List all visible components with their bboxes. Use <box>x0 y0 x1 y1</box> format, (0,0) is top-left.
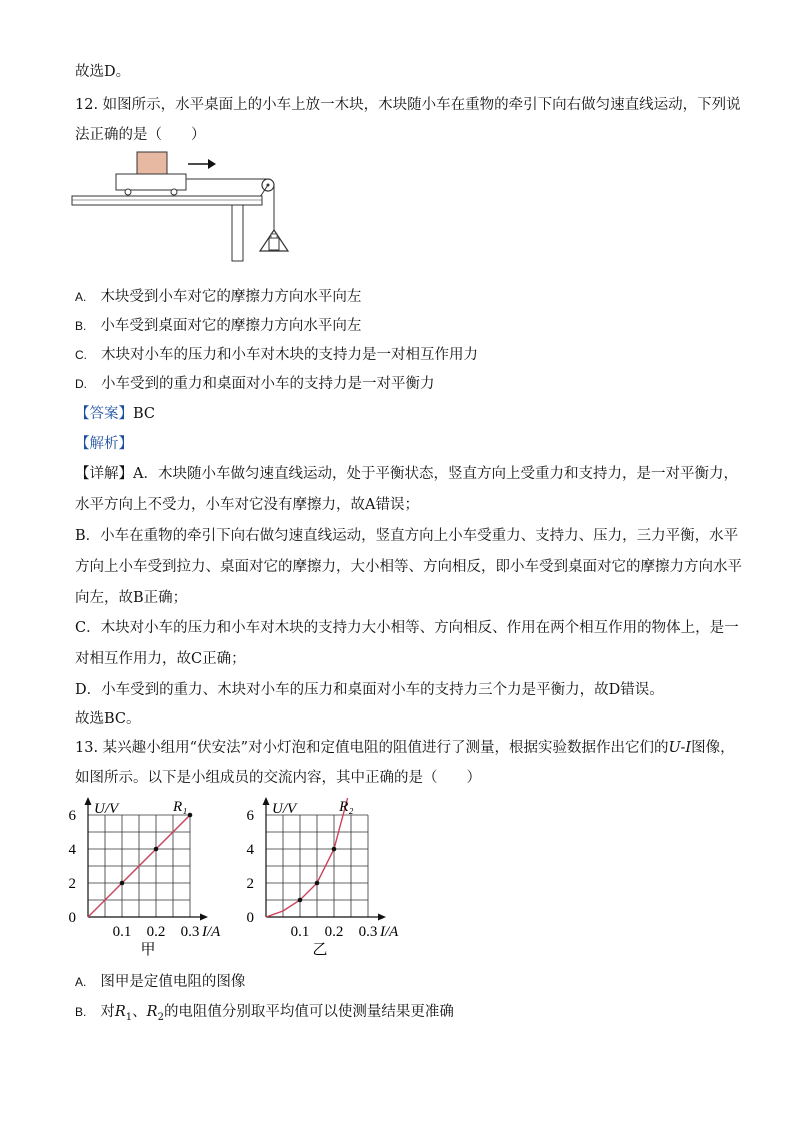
x-tick-label: 0.1 <box>290 924 310 940</box>
y-tick-label: 4 <box>246 842 254 858</box>
y-axis-arrow-icon <box>85 797 92 805</box>
analysis-tag: 【解析】 <box>75 436 133 452</box>
y-axis-label: U/V <box>272 801 297 817</box>
detail-line-4: 方向上小车受到拉力、桌面对它的摩擦力，大小相等、方向相反，即小车受到桌面对它的摩擦力方向水平 <box>75 559 742 575</box>
y-axis-arrow-icon <box>263 797 270 805</box>
detail-line-9: 故选BC。 <box>75 711 141 727</box>
x-tick-label: 0.2 <box>324 924 344 940</box>
chart-caption: 甲 <box>140 942 156 958</box>
answer-tag: 【答案】 <box>75 406 133 422</box>
wooden-block <box>137 152 167 174</box>
data-point <box>188 813 193 818</box>
q12-option-c: C. 木块对小车的压力和小车对木块的支持力是一对相互作用力 <box>75 347 478 363</box>
x-axis-label: I/A <box>380 924 399 940</box>
cart-pulley-figure <box>70 148 290 266</box>
y-tick-label: 2 <box>68 876 76 892</box>
q13-option-a: A. 图甲是定值电阻的图像 <box>75 974 246 990</box>
data-point <box>315 881 320 886</box>
table <box>72 196 262 205</box>
y-axis-label: U/V <box>94 801 119 817</box>
cart <box>116 174 186 190</box>
detail-line-8: D．小车受到的重力、木块对小车的压力和桌面对小车的支持力三个力是平衡力，故D错误。 <box>75 682 664 698</box>
answer-line <box>75 404 155 424</box>
curve-label: R₁ <box>173 799 188 815</box>
data-point <box>332 847 337 852</box>
chart-caption: 乙 <box>312 942 328 958</box>
q13-option-b: B. 对$R_1$、$R_2$的电阻值分别取平均值可以使测量结果更准确 <box>75 1004 454 1023</box>
x-tick-label: 0.3 <box>358 924 378 940</box>
x-tick-label: 0.3 <box>180 924 200 940</box>
data-point <box>298 898 303 903</box>
answer-value: BC <box>133 406 156 422</box>
x-tick-label: 0.2 <box>146 924 166 940</box>
question-13-stem-cont: 如图所示。以下是小组成员的交流内容，其中正确的是（ ） <box>75 770 481 786</box>
x-tick-label: 0.1 <box>112 924 132 940</box>
arrow-right-icon <box>208 159 216 169</box>
y-tick-label: 4 <box>68 842 76 858</box>
x-axis-label: I/A <box>202 924 221 940</box>
detail-line-2: 水平方向上不受力，小车对它没有摩擦力，故A错误； <box>75 497 419 513</box>
detail-line-5: 向左，故B正确； <box>75 590 188 606</box>
q12-option-d: D. 小车受到的重力和桌面对小车的支持力是一对平衡力 <box>75 376 435 392</box>
chart-yi <box>244 792 414 960</box>
y-tick-label: 6 <box>68 808 76 824</box>
detail-line-7: 对相互作用力，故C正确； <box>75 651 246 667</box>
question-13-stem: 13. 某兴趣小组用“伏安法”对小灯泡和定值电阻的阻值进行了测量，根据实验数据作出它们的U-I图像， <box>75 740 735 756</box>
question-12-stem: 12. 如图所示，水平桌面上的小车上放一木块，木块随小车在重物的牵引下向右做匀速直线运动，下列说 <box>75 97 741 113</box>
detail-line-6: C．木块对小车的压力和小车对木块的支持力大小相等、方向相反、作用在两个相互作用的物体上，是一 <box>75 620 739 636</box>
q12-option-a: A. 木块受到小车对它的摩擦力方向水平向左 <box>75 289 362 305</box>
chart-jia <box>66 792 236 960</box>
y-tick-label: 0 <box>246 910 254 926</box>
y-tick-label: 2 <box>246 876 254 892</box>
x-axis-arrow-icon <box>378 914 386 921</box>
curve-label: R₂ <box>339 799 354 815</box>
detail-line-3: B．小车在重物的牵引下向右做匀速直线运动，竖直方向上小车受重力、支持力、压力，三力平衡，水平 <box>75 528 739 544</box>
question-12-stem-cont: 法正确的是（ ） <box>75 127 206 143</box>
data-point <box>154 847 159 852</box>
y-tick-label: 6 <box>246 808 254 824</box>
x-axis-arrow-icon <box>200 914 208 921</box>
q12-option-b: B. 小车受到桌面对它的摩擦力方向水平向左 <box>75 318 362 334</box>
text-line: 故选D。 <box>75 64 131 80</box>
data-point <box>120 881 125 886</box>
detail-line-1: 【详解】A．木块随小车做匀速直线运动，处于平衡状态，竖直方向上受重力和支持力，是一对平衡力， <box>75 466 738 482</box>
y-tick-label: 0 <box>68 910 76 926</box>
